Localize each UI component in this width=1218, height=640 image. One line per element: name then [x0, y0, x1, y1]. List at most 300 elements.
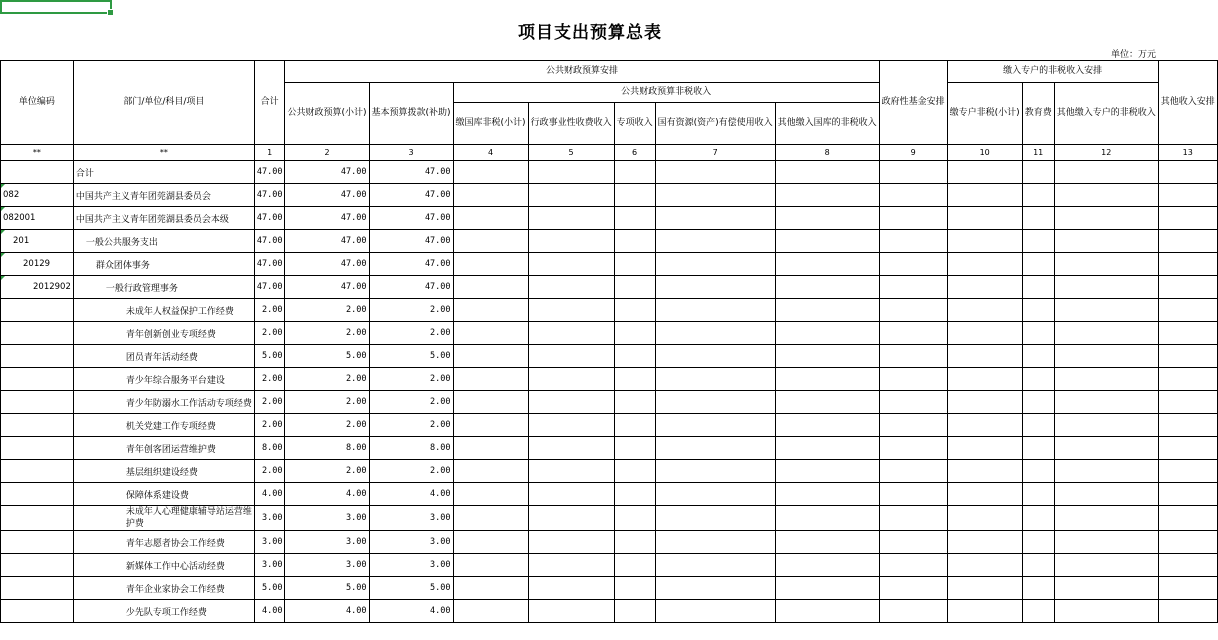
- empty-cell[interactable]: [775, 414, 879, 437]
- empty-cell[interactable]: [1158, 299, 1217, 322]
- empty-cell[interactable]: [1054, 554, 1158, 577]
- empty-cell[interactable]: [879, 506, 947, 531]
- empty-cell[interactable]: [1022, 368, 1054, 391]
- header-other-special[interactable]: 其他缴入专户的非税收入: [1054, 83, 1158, 145]
- header-total[interactable]: 合计: [254, 61, 285, 145]
- empty-cell[interactable]: [879, 577, 947, 600]
- empty-cell[interactable]: [655, 483, 775, 506]
- empty-cell[interactable]: [879, 437, 947, 460]
- empty-cell[interactable]: [1054, 437, 1158, 460]
- empty-cell[interactable]: [1158, 276, 1217, 299]
- empty-cell[interactable]: [453, 207, 528, 230]
- dept-name-cell[interactable]: 中国共产主义青年团莞湖县委员会: [73, 184, 254, 207]
- dept-name-cell[interactable]: 青年企业家协会工作经费: [73, 577, 254, 600]
- empty-cell[interactable]: [775, 391, 879, 414]
- empty-cell[interactable]: [1158, 391, 1217, 414]
- empty-cell[interactable]: [947, 577, 1022, 600]
- header-dept[interactable]: 部门/单位/科目/项目: [73, 61, 254, 145]
- basic-budget-cell[interactable]: 3.00: [369, 531, 453, 554]
- header-treasury-nontax[interactable]: 缴国库非税(小计): [453, 103, 528, 145]
- empty-cell[interactable]: [453, 554, 528, 577]
- empty-cell[interactable]: [614, 299, 655, 322]
- empty-cell[interactable]: [775, 600, 879, 623]
- public-subtotal-cell[interactable]: 47.00: [285, 161, 369, 184]
- public-subtotal-cell[interactable]: 2.00: [285, 299, 369, 322]
- empty-cell[interactable]: [614, 161, 655, 184]
- header-special-acct-subtotal[interactable]: 缴专户非税(小计): [947, 83, 1022, 145]
- empty-cell[interactable]: [879, 299, 947, 322]
- header-edu-fee[interactable]: 教育费: [1022, 83, 1054, 145]
- empty-cell[interactable]: [453, 184, 528, 207]
- empty-cell[interactable]: [879, 253, 947, 276]
- empty-cell[interactable]: [655, 460, 775, 483]
- empty-cell[interactable]: [775, 531, 879, 554]
- total-cell[interactable]: 2.00: [254, 391, 285, 414]
- basic-budget-cell[interactable]: 47.00: [369, 276, 453, 299]
- empty-cell[interactable]: [1054, 345, 1158, 368]
- empty-cell[interactable]: [775, 253, 879, 276]
- empty-cell[interactable]: [614, 184, 655, 207]
- empty-cell[interactable]: [1022, 531, 1054, 554]
- unit-code-cell[interactable]: 082: [1, 184, 74, 207]
- index-cell[interactable]: 5: [528, 145, 614, 161]
- empty-cell[interactable]: [947, 368, 1022, 391]
- unit-code-cell[interactable]: [1, 437, 74, 460]
- public-subtotal-cell[interactable]: 4.00: [285, 483, 369, 506]
- empty-cell[interactable]: [947, 253, 1022, 276]
- empty-cell[interactable]: [614, 207, 655, 230]
- empty-cell[interactable]: [1022, 345, 1054, 368]
- basic-budget-cell[interactable]: 5.00: [369, 577, 453, 600]
- header-state-asset[interactable]: 国有资源(资产)有偿使用收入: [655, 103, 775, 145]
- empty-cell[interactable]: [947, 554, 1022, 577]
- empty-cell[interactable]: [614, 345, 655, 368]
- total-cell[interactable]: 47.00: [254, 253, 285, 276]
- basic-budget-cell[interactable]: 47.00: [369, 230, 453, 253]
- header-gov-fund[interactable]: 政府性基金安排: [879, 61, 947, 145]
- total-cell[interactable]: 2.00: [254, 460, 285, 483]
- empty-cell[interactable]: [614, 554, 655, 577]
- empty-cell[interactable]: [528, 161, 614, 184]
- empty-cell[interactable]: [1158, 207, 1217, 230]
- dept-name-cell[interactable]: 中国共产主义青年团莞湖县委员会本级: [73, 207, 254, 230]
- empty-cell[interactable]: [528, 368, 614, 391]
- empty-cell[interactable]: [655, 345, 775, 368]
- unit-code-cell[interactable]: [1, 345, 74, 368]
- dept-name-cell[interactable]: 团员青年活动经费: [73, 345, 254, 368]
- dept-name-cell[interactable]: 青年志愿者协会工作经费: [73, 531, 254, 554]
- empty-cell[interactable]: [1054, 391, 1158, 414]
- total-cell[interactable]: 8.00: [254, 437, 285, 460]
- empty-cell[interactable]: [1158, 368, 1217, 391]
- empty-cell[interactable]: [453, 230, 528, 253]
- empty-cell[interactable]: [879, 276, 947, 299]
- empty-cell[interactable]: [775, 322, 879, 345]
- unit-code-cell[interactable]: 20129: [1, 253, 74, 276]
- total-cell[interactable]: 2.00: [254, 322, 285, 345]
- empty-cell[interactable]: [947, 391, 1022, 414]
- empty-cell[interactable]: [614, 600, 655, 623]
- empty-cell[interactable]: [528, 299, 614, 322]
- index-cell[interactable]: **: [73, 145, 254, 161]
- header-special-income[interactable]: 专项收入: [614, 103, 655, 145]
- empty-cell[interactable]: [1022, 322, 1054, 345]
- index-cell[interactable]: 7: [655, 145, 775, 161]
- empty-cell[interactable]: [655, 276, 775, 299]
- empty-cell[interactable]: [775, 345, 879, 368]
- empty-cell[interactable]: [1022, 161, 1054, 184]
- public-subtotal-cell[interactable]: 47.00: [285, 230, 369, 253]
- empty-cell[interactable]: [1158, 460, 1217, 483]
- empty-cell[interactable]: [775, 506, 879, 531]
- empty-cell[interactable]: [655, 368, 775, 391]
- empty-cell[interactable]: [655, 184, 775, 207]
- empty-cell[interactable]: [879, 345, 947, 368]
- empty-cell[interactable]: [1022, 577, 1054, 600]
- empty-cell[interactable]: [1158, 253, 1217, 276]
- empty-cell[interactable]: [1054, 322, 1158, 345]
- basic-budget-cell[interactable]: 5.00: [369, 345, 453, 368]
- total-cell[interactable]: 2.00: [254, 368, 285, 391]
- empty-cell[interactable]: [453, 253, 528, 276]
- index-cell[interactable]: 1: [254, 145, 285, 161]
- unit-code-cell[interactable]: [1, 414, 74, 437]
- empty-cell[interactable]: [879, 460, 947, 483]
- empty-cell[interactable]: [1022, 437, 1054, 460]
- public-subtotal-cell[interactable]: 4.00: [285, 600, 369, 623]
- empty-cell[interactable]: [1022, 506, 1054, 531]
- empty-cell[interactable]: [947, 506, 1022, 531]
- empty-cell[interactable]: [655, 577, 775, 600]
- total-cell[interactable]: 47.00: [254, 207, 285, 230]
- empty-cell[interactable]: [775, 207, 879, 230]
- header-other-income[interactable]: 其他收入安排: [1158, 61, 1217, 145]
- empty-cell[interactable]: [1054, 506, 1158, 531]
- empty-cell[interactable]: [1158, 531, 1217, 554]
- empty-cell[interactable]: [655, 414, 775, 437]
- empty-cell[interactable]: [1054, 299, 1158, 322]
- empty-cell[interactable]: [947, 230, 1022, 253]
- total-cell[interactable]: 4.00: [254, 483, 285, 506]
- empty-cell[interactable]: [947, 437, 1022, 460]
- empty-cell[interactable]: [528, 276, 614, 299]
- empty-cell[interactable]: [879, 322, 947, 345]
- empty-cell[interactable]: [1158, 345, 1217, 368]
- empty-cell[interactable]: [1054, 414, 1158, 437]
- empty-cell[interactable]: [453, 437, 528, 460]
- empty-cell[interactable]: [528, 253, 614, 276]
- empty-cell[interactable]: [453, 322, 528, 345]
- empty-cell[interactable]: [655, 531, 775, 554]
- empty-cell[interactable]: [879, 531, 947, 554]
- empty-cell[interactable]: [1054, 600, 1158, 623]
- index-cell[interactable]: 13: [1158, 145, 1217, 161]
- unit-code-cell[interactable]: 201: [1, 230, 74, 253]
- public-subtotal-cell[interactable]: 2.00: [285, 391, 369, 414]
- basic-budget-cell[interactable]: 4.00: [369, 483, 453, 506]
- empty-cell[interactable]: [614, 506, 655, 531]
- empty-cell[interactable]: [1022, 414, 1054, 437]
- empty-cell[interactable]: [655, 554, 775, 577]
- empty-cell[interactable]: [947, 276, 1022, 299]
- total-cell[interactable]: 47.00: [254, 184, 285, 207]
- empty-cell[interactable]: [775, 460, 879, 483]
- unit-code-cell[interactable]: [1, 577, 74, 600]
- dept-name-cell[interactable]: 一般公共服务支出: [73, 230, 254, 253]
- empty-cell[interactable]: [1054, 276, 1158, 299]
- empty-cell[interactable]: [453, 299, 528, 322]
- empty-cell[interactable]: [1054, 368, 1158, 391]
- empty-cell[interactable]: [453, 506, 528, 531]
- basic-budget-cell[interactable]: 2.00: [369, 460, 453, 483]
- basic-budget-cell[interactable]: 47.00: [369, 161, 453, 184]
- unit-code-cell[interactable]: 082001: [1, 207, 74, 230]
- empty-cell[interactable]: [614, 414, 655, 437]
- header-unit-code[interactable]: 单位编码: [1, 61, 74, 145]
- empty-cell[interactable]: [655, 207, 775, 230]
- header-special-acct-group[interactable]: 缴入专户的非税收入安排: [947, 61, 1158, 83]
- total-cell[interactable]: 47.00: [254, 276, 285, 299]
- header-admin-fee[interactable]: 行政事业性收费收入: [528, 103, 614, 145]
- total-cell[interactable]: 5.00: [254, 577, 285, 600]
- empty-cell[interactable]: [453, 483, 528, 506]
- empty-cell[interactable]: [528, 531, 614, 554]
- unit-code-cell[interactable]: [1, 483, 74, 506]
- empty-cell[interactable]: [1022, 276, 1054, 299]
- unit-code-cell[interactable]: [1, 391, 74, 414]
- empty-cell[interactable]: [655, 299, 775, 322]
- empty-cell[interactable]: [1158, 554, 1217, 577]
- empty-cell[interactable]: [947, 184, 1022, 207]
- empty-cell[interactable]: [879, 184, 947, 207]
- empty-cell[interactable]: [528, 506, 614, 531]
- basic-budget-cell[interactable]: 3.00: [369, 506, 453, 531]
- index-cell[interactable]: 3: [369, 145, 453, 161]
- empty-cell[interactable]: [655, 506, 775, 531]
- empty-cell[interactable]: [1158, 600, 1217, 623]
- dept-name-cell[interactable]: 群众团体事务: [73, 253, 254, 276]
- dept-name-cell[interactable]: 青少年综合服务平台建设: [73, 368, 254, 391]
- index-cell[interactable]: 11: [1022, 145, 1054, 161]
- empty-cell[interactable]: [947, 345, 1022, 368]
- public-subtotal-cell[interactable]: 2.00: [285, 460, 369, 483]
- dept-name-cell[interactable]: 青少年防溺水工作活动专项经费: [73, 391, 254, 414]
- dept-name-cell[interactable]: 青年创客团运营维护费: [73, 437, 254, 460]
- basic-budget-cell[interactable]: 2.00: [369, 322, 453, 345]
- unit-code-cell[interactable]: [1, 460, 74, 483]
- dept-name-cell[interactable]: [73, 506, 254, 531]
- empty-cell[interactable]: [655, 437, 775, 460]
- empty-cell[interactable]: [528, 207, 614, 230]
- index-cell[interactable]: 10: [947, 145, 1022, 161]
- public-subtotal-cell[interactable]: 2.00: [285, 322, 369, 345]
- basic-budget-cell[interactable]: 4.00: [369, 600, 453, 623]
- empty-cell[interactable]: [528, 391, 614, 414]
- empty-cell[interactable]: [528, 600, 614, 623]
- empty-cell[interactable]: [947, 600, 1022, 623]
- empty-cell[interactable]: [655, 253, 775, 276]
- empty-cell[interactable]: [947, 161, 1022, 184]
- total-cell[interactable]: 47.00: [254, 230, 285, 253]
- total-cell[interactable]: 3.00: [254, 554, 285, 577]
- unit-code-cell[interactable]: [1, 600, 74, 623]
- public-subtotal-cell[interactable]: 3.00: [285, 506, 369, 531]
- total-cell[interactable]: 2.00: [254, 414, 285, 437]
- empty-cell[interactable]: [1022, 184, 1054, 207]
- public-subtotal-cell[interactable]: 3.00: [285, 531, 369, 554]
- empty-cell[interactable]: [614, 483, 655, 506]
- basic-budget-cell[interactable]: 2.00: [369, 299, 453, 322]
- header-nontax-group[interactable]: 公共财政预算非税收入: [453, 83, 879, 103]
- unit-code-cell[interactable]: [1, 299, 74, 322]
- public-subtotal-cell[interactable]: 8.00: [285, 437, 369, 460]
- empty-cell[interactable]: [947, 460, 1022, 483]
- empty-cell[interactable]: [1158, 322, 1217, 345]
- total-cell[interactable]: 3.00: [254, 506, 285, 531]
- basic-budget-cell[interactable]: 2.00: [369, 414, 453, 437]
- empty-cell[interactable]: [775, 577, 879, 600]
- empty-cell[interactable]: [879, 368, 947, 391]
- index-cell[interactable]: 9: [879, 145, 947, 161]
- empty-cell[interactable]: [614, 322, 655, 345]
- index-cell[interactable]: 8: [775, 145, 879, 161]
- basic-budget-cell[interactable]: 47.00: [369, 253, 453, 276]
- empty-cell[interactable]: [528, 554, 614, 577]
- empty-cell[interactable]: [1158, 230, 1217, 253]
- empty-cell[interactable]: [879, 391, 947, 414]
- empty-cell[interactable]: [528, 577, 614, 600]
- dept-name-cell[interactable]: 青年创新创业专项经费: [73, 322, 254, 345]
- empty-cell[interactable]: [947, 531, 1022, 554]
- empty-cell[interactable]: [879, 414, 947, 437]
- empty-cell[interactable]: [528, 483, 614, 506]
- empty-cell[interactable]: [879, 161, 947, 184]
- empty-cell[interactable]: [528, 184, 614, 207]
- basic-budget-cell[interactable]: 3.00: [369, 554, 453, 577]
- empty-cell[interactable]: [1054, 184, 1158, 207]
- empty-cell[interactable]: [947, 483, 1022, 506]
- empty-cell[interactable]: [614, 253, 655, 276]
- empty-cell[interactable]: [528, 230, 614, 253]
- empty-cell[interactable]: [879, 554, 947, 577]
- total-cell[interactable]: 3.00: [254, 531, 285, 554]
- empty-cell[interactable]: [775, 184, 879, 207]
- empty-cell[interactable]: [775, 437, 879, 460]
- basic-budget-cell[interactable]: 47.00: [369, 184, 453, 207]
- empty-cell[interactable]: [775, 483, 879, 506]
- empty-cell[interactable]: [1054, 161, 1158, 184]
- basic-budget-cell[interactable]: 47.00: [369, 207, 453, 230]
- empty-cell[interactable]: [879, 207, 947, 230]
- empty-cell[interactable]: [655, 230, 775, 253]
- public-subtotal-cell[interactable]: 5.00: [285, 345, 369, 368]
- empty-cell[interactable]: [1158, 506, 1217, 531]
- index-cell[interactable]: 12: [1054, 145, 1158, 161]
- empty-cell[interactable]: [453, 600, 528, 623]
- empty-cell[interactable]: [1158, 184, 1217, 207]
- empty-cell[interactable]: [528, 437, 614, 460]
- header-public-group[interactable]: 公共财政预算安排: [285, 61, 879, 83]
- empty-cell[interactable]: [1054, 483, 1158, 506]
- empty-cell[interactable]: [453, 577, 528, 600]
- empty-cell[interactable]: [453, 368, 528, 391]
- dept-name-cell[interactable]: 保障体系建设费: [73, 483, 254, 506]
- empty-cell[interactable]: [1022, 207, 1054, 230]
- public-subtotal-cell[interactable]: 5.00: [285, 577, 369, 600]
- basic-budget-cell[interactable]: 2.00: [369, 391, 453, 414]
- empty-cell[interactable]: [947, 299, 1022, 322]
- empty-cell[interactable]: [528, 345, 614, 368]
- unit-code-cell[interactable]: [1, 531, 74, 554]
- empty-cell[interactable]: [775, 276, 879, 299]
- empty-cell[interactable]: [879, 600, 947, 623]
- public-subtotal-cell[interactable]: 3.00: [285, 554, 369, 577]
- dept-name-cell[interactable]: 基层组织建设经费: [73, 460, 254, 483]
- empty-cell[interactable]: [453, 531, 528, 554]
- empty-cell[interactable]: [1158, 414, 1217, 437]
- empty-cell[interactable]: [1054, 531, 1158, 554]
- empty-cell[interactable]: [655, 322, 775, 345]
- empty-cell[interactable]: [1022, 600, 1054, 623]
- empty-cell[interactable]: [453, 460, 528, 483]
- public-subtotal-cell[interactable]: 47.00: [285, 276, 369, 299]
- empty-cell[interactable]: [614, 577, 655, 600]
- public-subtotal-cell[interactable]: 47.00: [285, 184, 369, 207]
- empty-cell[interactable]: [879, 483, 947, 506]
- basic-budget-cell[interactable]: 2.00: [369, 368, 453, 391]
- unit-code-cell[interactable]: 2012902: [1, 276, 74, 299]
- public-subtotal-cell[interactable]: 2.00: [285, 414, 369, 437]
- empty-cell[interactable]: [1022, 253, 1054, 276]
- unit-code-cell[interactable]: [1, 161, 74, 184]
- index-cell[interactable]: **: [1, 145, 74, 161]
- empty-cell[interactable]: [528, 322, 614, 345]
- empty-cell[interactable]: [775, 368, 879, 391]
- empty-cell[interactable]: [614, 368, 655, 391]
- empty-cell[interactable]: [1022, 483, 1054, 506]
- unit-code-cell[interactable]: [1, 368, 74, 391]
- empty-cell[interactable]: [1054, 577, 1158, 600]
- empty-cell[interactable]: [1022, 299, 1054, 322]
- header-basic-budget[interactable]: 基本预算拨款(补助): [369, 83, 453, 145]
- dept-name-cell[interactable]: 合计: [73, 161, 254, 184]
- empty-cell[interactable]: [947, 322, 1022, 345]
- unit-code-cell[interactable]: [1, 554, 74, 577]
- empty-cell[interactable]: [775, 161, 879, 184]
- empty-cell[interactable]: [1158, 577, 1217, 600]
- total-cell[interactable]: 47.00: [254, 161, 285, 184]
- empty-cell[interactable]: [655, 391, 775, 414]
- empty-cell[interactable]: [1054, 207, 1158, 230]
- empty-cell[interactable]: [1054, 253, 1158, 276]
- empty-cell[interactable]: [1158, 483, 1217, 506]
- empty-cell[interactable]: [614, 437, 655, 460]
- selected-cell[interactable]: [0, 0, 112, 14]
- header-other-treasury[interactable]: 其他缴入国库的非税收入: [775, 103, 879, 145]
- empty-cell[interactable]: [775, 299, 879, 322]
- empty-cell[interactable]: [453, 161, 528, 184]
- index-cell[interactable]: 6: [614, 145, 655, 161]
- empty-cell[interactable]: [655, 600, 775, 623]
- empty-cell[interactable]: [1158, 437, 1217, 460]
- header-public-subtotal[interactable]: 公共财政预算(小计): [285, 83, 369, 145]
- unit-code-cell[interactable]: [1, 322, 74, 345]
- empty-cell[interactable]: [947, 207, 1022, 230]
- total-cell[interactable]: 2.00: [254, 299, 285, 322]
- index-cell[interactable]: 4: [453, 145, 528, 161]
- public-subtotal-cell[interactable]: 47.00: [285, 207, 369, 230]
- total-cell[interactable]: 5.00: [254, 345, 285, 368]
